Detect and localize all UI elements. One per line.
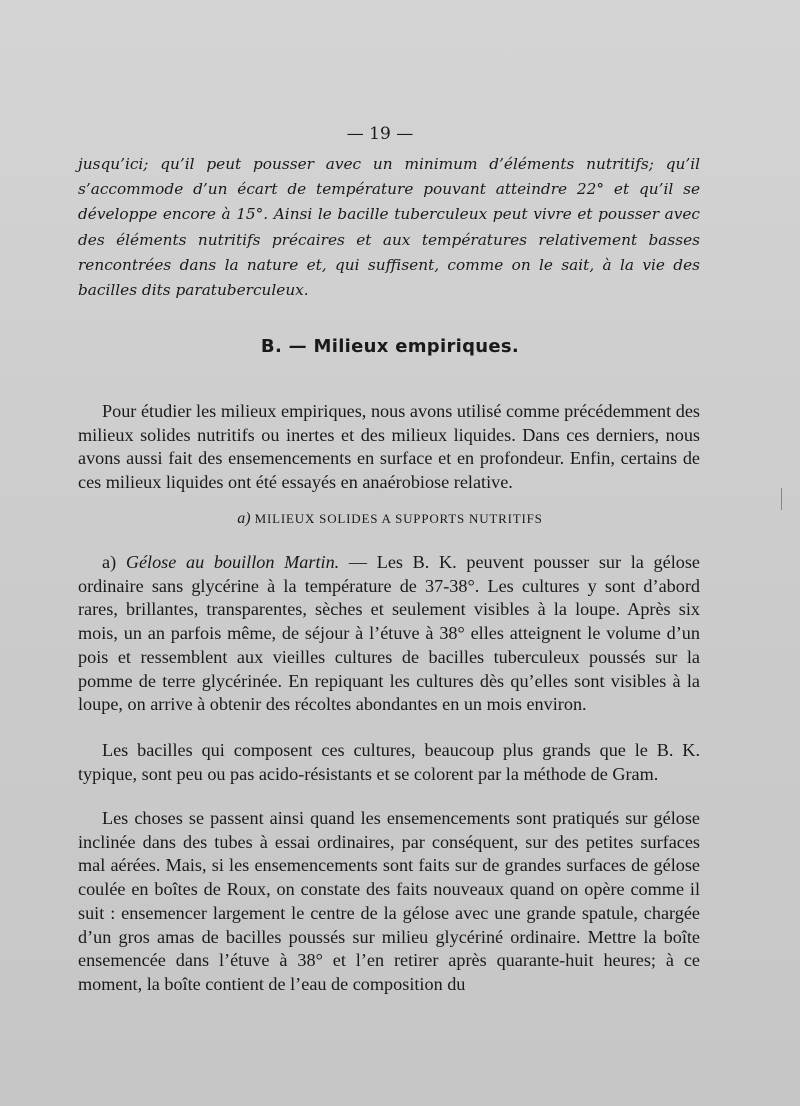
paragraph-4-text: Les choses se passent ainsi quand les ensemencements sont pratiqués sur gélose inclinée dans des tubes à essai ordinaires, par conséquent, sur des petites surfaces mal aérées. Mais, si les ensemencements sont faits sur de grandes surfaces de gélose coulée en boîtes de Roux, on constate des faits nouveaux quand on opère comme il suit : ensemencer largement le centre de la gélose avec une grande spatule, chargée d’un gros amas de bacilles poussés sur milieu glycériné ordinaire. Mettre la boîte ensemencée dans l’étuve à 38° et l’en retirer après quarante-huit heures; à ce moment, la boîte contient de l’eau de composition du xyxy=(78,808,700,994)
paragraph-2-italic: Gélose au bouillon Martin. xyxy=(125,552,340,572)
subheading-letter: a) xyxy=(237,510,251,527)
paragraph-2-prefix: a) xyxy=(102,552,117,572)
intro-paragraph xyxy=(78,152,700,303)
page-number: — 19 — xyxy=(346,124,414,144)
paragraph-2-text xyxy=(78,551,700,717)
paragraph-2 xyxy=(78,551,700,717)
paragraph-2-rest: — Les B. K. peuvent pousser sur la gélose ordinaire sans glycérine à la température de 37-38°. Les cultures y sont d’abord rares, brillantes, transparentes, sèches et seulement visibles à la loupe. Après six mois, un an parfois même, de séjour à l’étuve à 38° elles atteignent le volume d’un pois et ressemblent aux vieilles cultures de bacilles tuberculeux poussés sur la pomme de terre glycérinée. En repiquant les cultures dès qu’elles sont visibles à la loupe, on arrive à obtenir des récoltes abondantes en un mois environ. xyxy=(78,552,701,715)
section-title: B. — Milieux empiriques. xyxy=(260,336,520,357)
paragraph-4 xyxy=(78,807,700,997)
intro-text: jusqu’ici; qu’il peut pousser avec un minimum d’éléments nutritifs; qu’il s’accommode d’un écart de température pouvant atteindre 22° et qu’il se développe encore à 15°. Ainsi le bacille tuberculeux peut vivre et pousser avec des éléments nutritifs précaires et aux températures relativement basses rencontrées dans la nature et, qui suffisent, comme on le sait, à la vie des bacilles dits paratuberculeux. xyxy=(78,155,700,300)
paragraph-3 xyxy=(78,739,700,786)
paragraph-1 xyxy=(78,400,700,495)
subheading xyxy=(0,510,780,528)
paragraph-3-text: Les bacilles qui composent ces cultures, beaucoup plus grands que le B. K. typique, sont peu ou pas acido-résistants et se colorent par la méthode de Gram. xyxy=(78,740,700,784)
margin-mark xyxy=(781,488,782,510)
subheading-text: MILIEUX SOLIDES A SUPPORTS NUTRITIFS xyxy=(254,511,543,526)
paragraph-1-text: Pour étudier les milieux empiriques, nous avons utilisé comme précédemment des milieux solides nutritifs ou inertes et des milieux liquides. Dans ces derniers, nous avons aussi fait des ensemencements en surface et en profondeur. Enfin, certains de ces milieux liquides ont été essayés en anaérobiose relative. xyxy=(78,401,700,493)
